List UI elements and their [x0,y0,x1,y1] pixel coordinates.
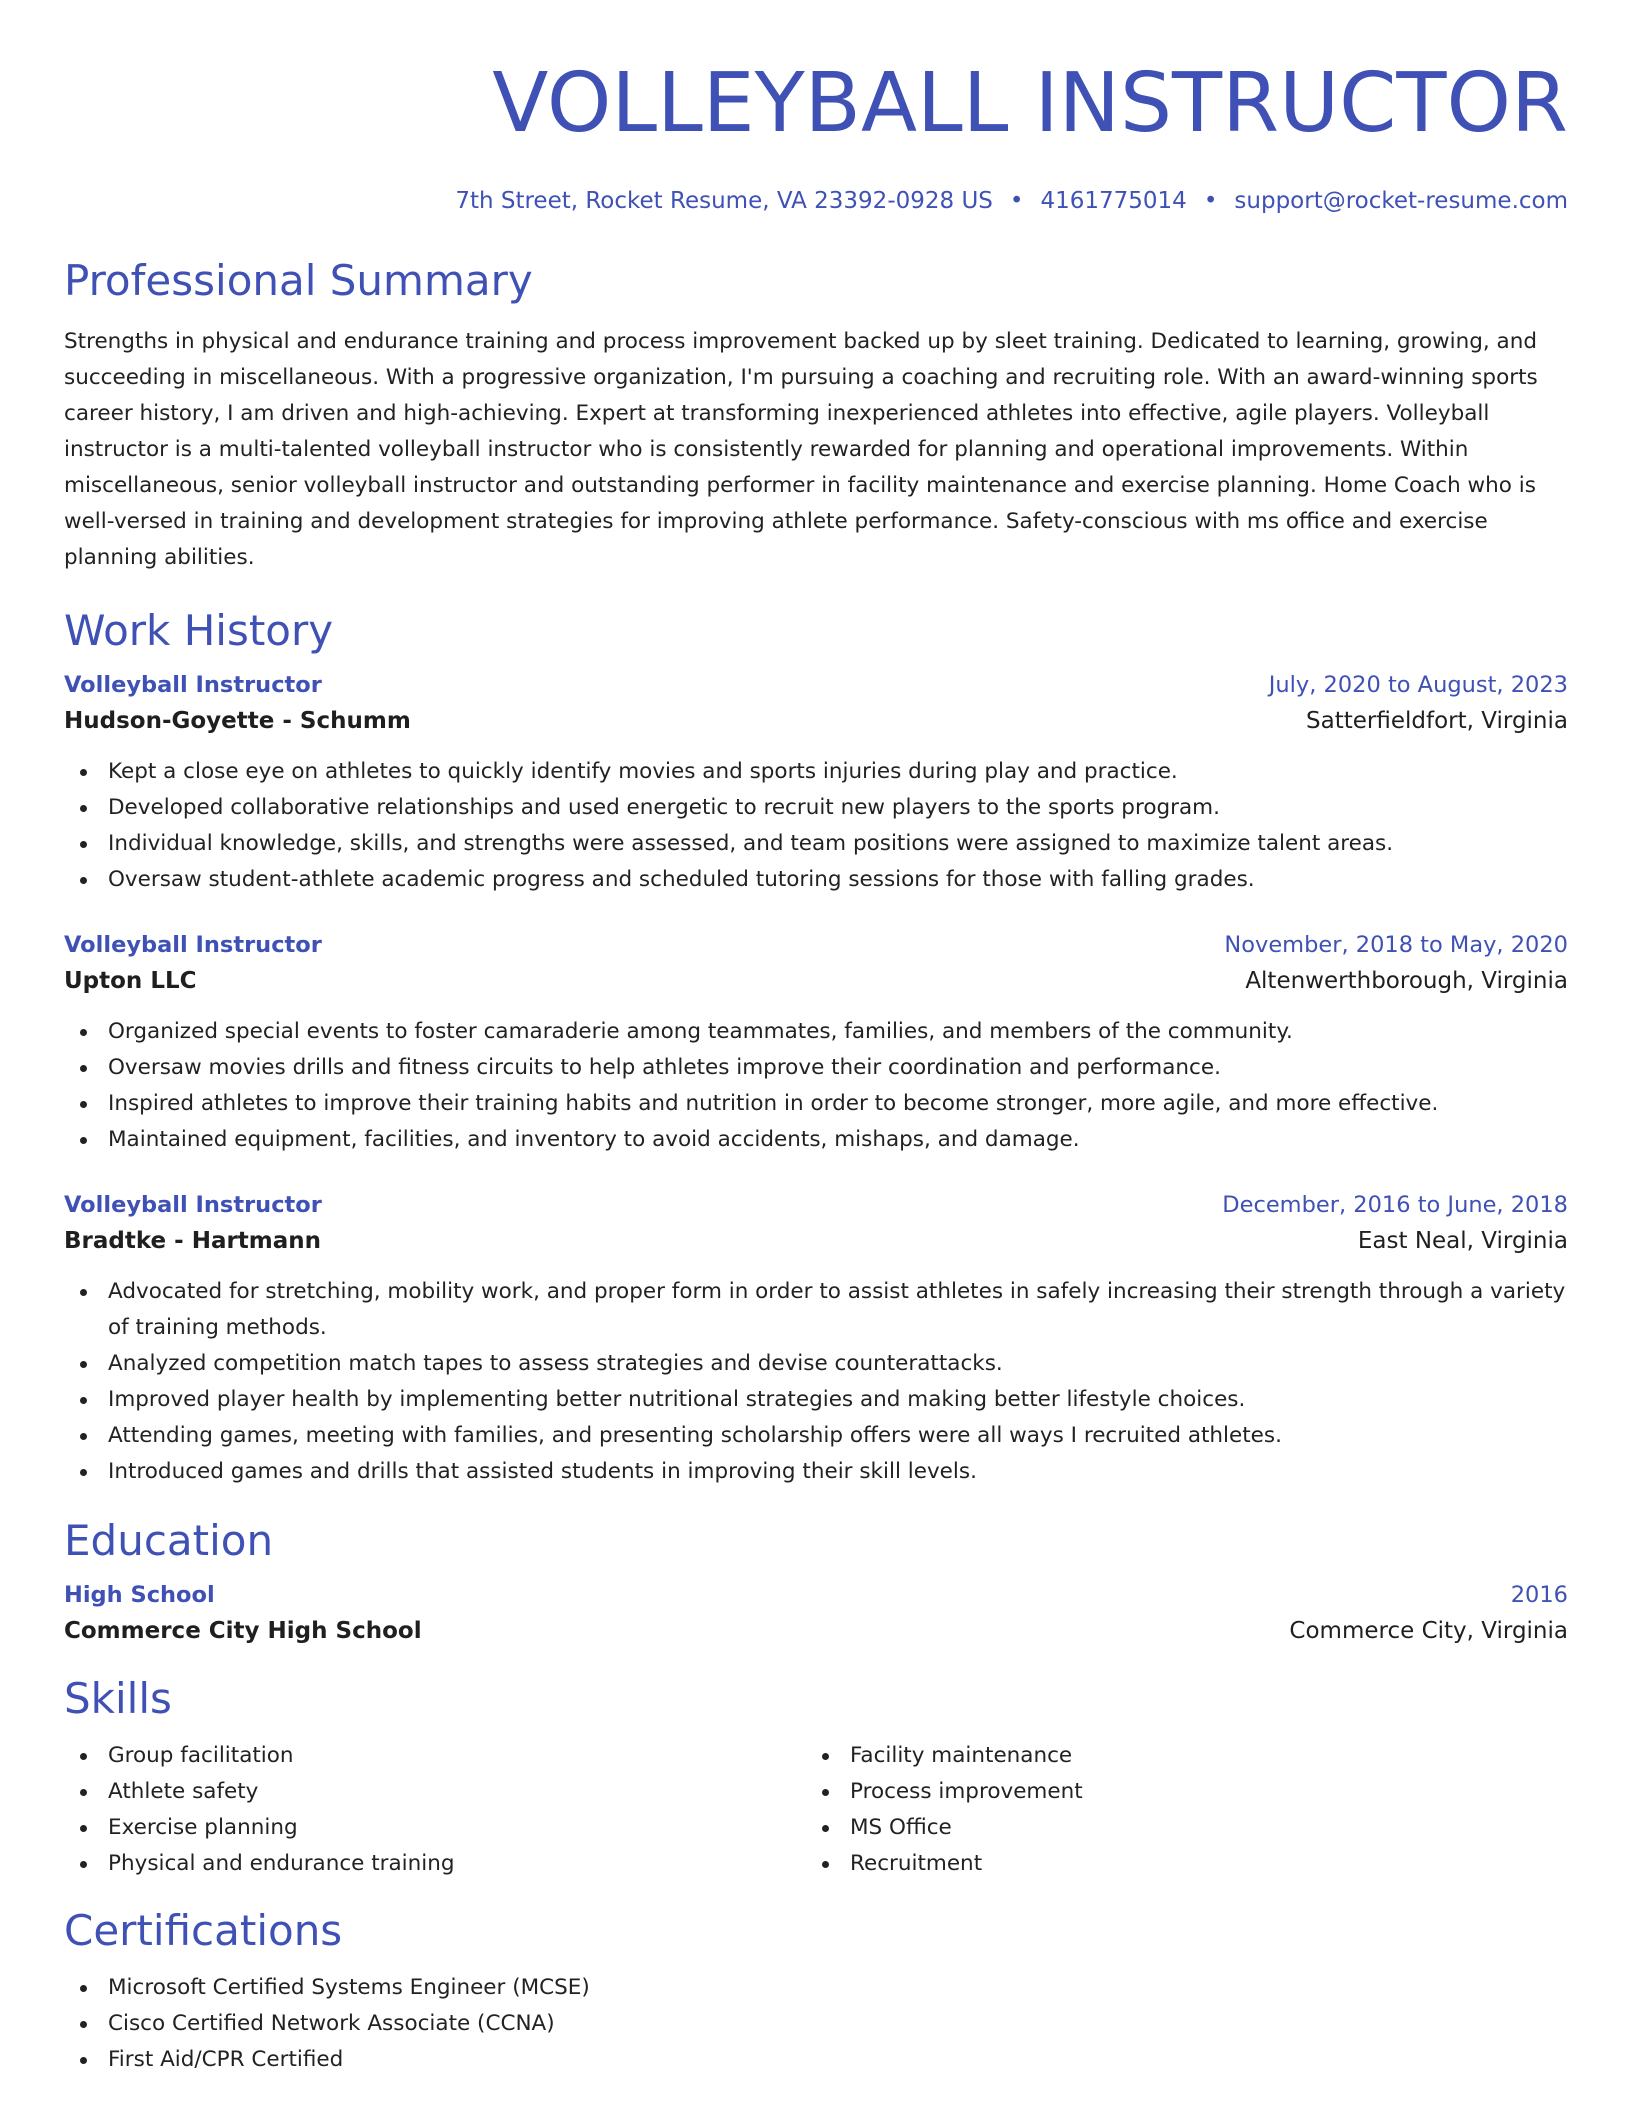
contact-email[interactable]: support@rocket-resume.com [1234,188,1568,214]
summary-heading: Professional Summary [64,256,533,305]
job-bullet: Advocated for stretching, mobility work, and proper form in order to assist athletes in safely increasing their strength through a variety of training methods. [64,1274,1568,1346]
certification-item: Cisco Certified Network Associate (CCNA) [64,2006,1568,2042]
job-location: Satterfieldfort, Virginia [1306,708,1568,734]
education-location: Commerce City, Virginia [1289,1618,1568,1644]
job-bullet: Oversaw student-athlete academic progress and scheduled tutoring sessions for those with falling grades. [64,862,1568,898]
job-bullets [64,754,1568,898]
job-bullet: Developed collaborative relationships and used energetic to recruit new players to the sports program. [64,790,1568,826]
skills-columns [64,1738,1568,1882]
skills-heading: Skills [64,1674,172,1723]
job-dates: November, 2018 to May, 2020 [1224,932,1568,958]
contact-line [64,186,1568,216]
job-location: Altenwerthborough, Virginia [1245,968,1568,994]
skill-item: Facility maintenance [806,1738,1548,1774]
job-bullet: Organized special events to foster camaraderie among teammates, families, and members of the community. [64,1014,1568,1050]
job-entry [64,928,1568,1158]
skill-item: Exercise planning [64,1810,806,1846]
work-history-heading: Work History [64,606,334,655]
contact-separator: • [1203,188,1218,214]
certifications-heading: Certifications [64,1906,343,1955]
certification-item: First Aid/CPR Certified [64,2042,1568,2078]
skill-item: Recruitment [806,1846,1548,1882]
certifications-list [64,1970,1568,2078]
job-bullet: Improved player health by implementing better nutritional strategies and making better lifestyle choices. [64,1382,1568,1418]
contact-separator: • [1009,188,1024,214]
skill-item: Process improvement [806,1774,1548,1810]
skills-list-left [64,1738,806,1882]
job-dates: July, 2020 to August, 2023 [1268,672,1568,698]
job-bullet: Kept a close eye on athletes to quickly identify movies and sports injuries during play and practice. [64,754,1568,790]
job-bullet: Maintained equipment, facilities, and inventory to avoid accidents, mishaps, and damage. [64,1122,1568,1158]
job-role: Volleyball Instructor [64,1192,322,1218]
job-company: Bradtke - Hartmann [64,1228,322,1254]
job-role: Volleyball Instructor [64,672,322,698]
contact-address: 7th Street, Rocket Resume, VA 23392-0928 US [455,188,993,214]
summary-text: Strengths in physical and endurance training and process improvement backed up by sleet training. Dedicated to learning, growing, and succeeding in miscellaneous. With a progressive organization, I'm pursuing a coaching and recruiting role. With an award-winning sports career history, I am driven and high-achieving. Expert at transforming inexperienced athletes into effective, agile players. Volleyball instructor is a multi-talented volleyball instructor who is consistently rewarded for planning and operational improvements. Within miscellaneous, senior volleyball instructor and outstanding performer in facility maintenance and exercise planning. Home Coach who is well-versed in training and development strategies for improving athlete performance. Safety-conscious with ms office and exercise planning abilities. [64,329,1538,570]
contact-phone[interactable]: 4161775014 [1040,188,1187,214]
education-heading: Education [64,1516,274,1565]
job-bullet: Individual knowledge, skills, and strengths were assessed, and team positions were assigned to maximize talent areas. [64,826,1568,862]
job-bullet: Inspired athletes to improve their training habits and nutrition in order to become stronger, more agile, and more effective. [64,1086,1568,1122]
job-company: Hudson-Goyette - Schumm [64,708,411,734]
resume-title: VOLLEYBALL INSTRUCTOR [492,56,1568,151]
resume-page [64,0,1568,2078]
job-company: Upton LLC [64,968,197,994]
job-bullet: Introduced games and drills that assisted students in improving their skill levels. [64,1454,1568,1490]
skill-item: Physical and endurance training [64,1846,806,1882]
job-location: East Neal, Virginia [1357,1228,1568,1254]
job-bullet: Oversaw movies drills and fitness circuits to help athletes improve their coordination and performance. [64,1050,1568,1086]
job-bullet: Analyzed competition match tapes to assess strategies and devise counterattacks. [64,1346,1568,1382]
job-entry [64,1188,1568,1490]
job-role: Volleyball Instructor [64,932,322,958]
job-bullet: Attending games, meeting with families, and presenting scholarship offers were all ways I recruited athletes. [64,1418,1568,1454]
skills-list-right [806,1738,1548,1882]
job-bullets [64,1274,1568,1490]
education-entry [64,1578,1568,1650]
education-year: 2016 [1510,1582,1568,1608]
skill-item: Athlete safety [64,1774,806,1810]
education-degree: High School [64,1582,215,1608]
job-entry [64,668,1568,898]
skill-item: MS Office [806,1810,1548,1846]
job-dates: December, 2016 to June, 2018 [1222,1192,1568,1218]
certification-item: Microsoft Certified Systems Engineer (MCSE) [64,1970,1568,2006]
job-bullets [64,1014,1568,1158]
skill-item: Group facilitation [64,1738,806,1774]
education-school: Commerce City High School [64,1618,422,1644]
